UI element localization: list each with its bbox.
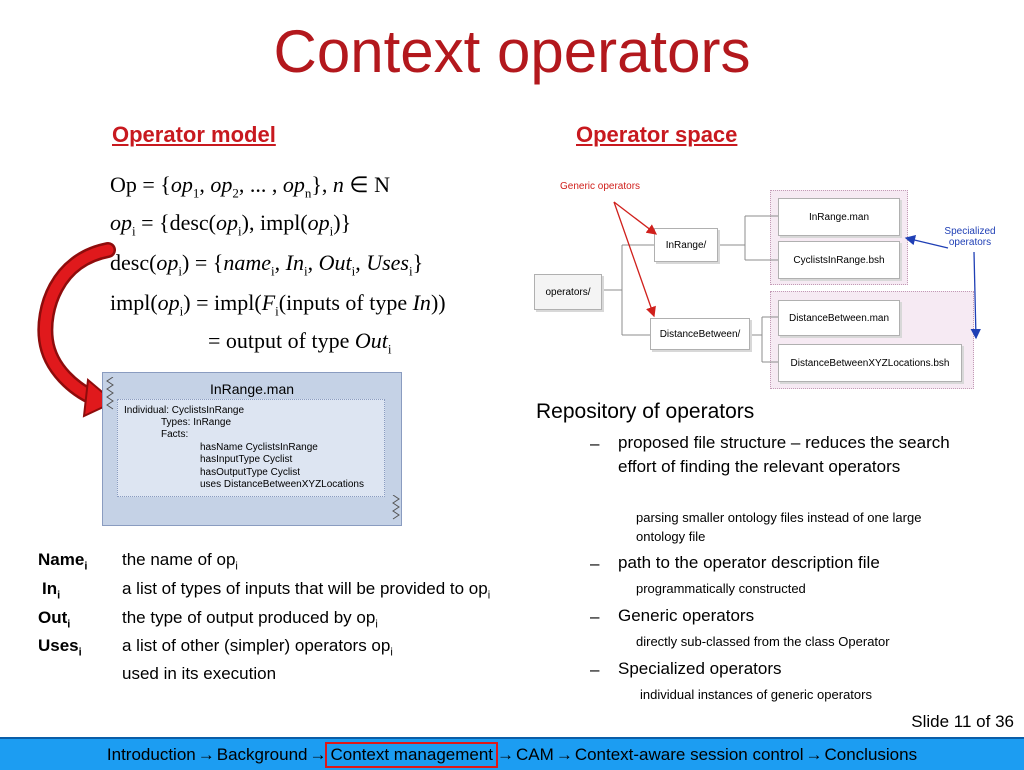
nav-item-introduction[interactable]: Introduction bbox=[106, 744, 196, 764]
operator-model-heading: Operator model bbox=[112, 122, 276, 147]
bullet-dash: – bbox=[590, 607, 600, 626]
def-term-uses: Uses$_i$ bbox=[38, 636, 82, 659]
generic-operators-label: Generic operators bbox=[560, 181, 641, 192]
equation-output: = output of type Out$_i$ bbox=[208, 328, 392, 357]
equation-desc: $desc(op_i)$ = {name$_i$, $In_i$, Out$_i$, Uses$_i$} bbox=[110, 250, 424, 279]
repository-item: Specialized operators bbox=[618, 659, 782, 678]
man-line: hasName CyclistsInRange bbox=[200, 442, 318, 453]
tree-node-cyclists-bsh[interactable]: CyclistsInRange.bsh bbox=[778, 241, 900, 279]
nav-item-background[interactable]: Background bbox=[216, 744, 308, 764]
specialized-operators-label: Specialized operators bbox=[944, 226, 996, 248]
repository-subitem: directly sub-classed from the class Operator bbox=[636, 634, 890, 649]
man-line: Facts: bbox=[161, 429, 189, 440]
man-file-title: InRange.man bbox=[209, 381, 295, 397]
def-desc-in: a list of types of inputs that will be provided to $op_i$ bbox=[122, 579, 491, 602]
nav-arrow: → bbox=[805, 744, 823, 764]
man-line: hasOutputType Cyclist bbox=[200, 467, 301, 478]
tree-node-inrange-man[interactable]: InRange.man bbox=[778, 198, 900, 236]
tree-node-distance-man[interactable]: DistanceBetween.man bbox=[778, 300, 900, 336]
nav-arrow: → bbox=[555, 744, 573, 764]
equation-op-i: $op_i$ = {$desc(op_i)$, $impl(op_i)$} bbox=[110, 210, 352, 239]
slide-number: Slide 11 of 36 bbox=[911, 712, 1014, 731]
tree-node-distancebetween[interactable]: DistanceBetween/ bbox=[650, 318, 750, 350]
bullet-dash: – bbox=[590, 434, 600, 453]
repository-heading: Repository of operators bbox=[536, 400, 755, 423]
def-desc-out: the type of output produced by $op_i$ bbox=[122, 608, 378, 631]
nav-item-context-management[interactable]: Context management bbox=[327, 744, 496, 766]
tree-node-inrange[interactable]: InRange/ bbox=[654, 228, 718, 262]
annotation-arrows bbox=[600, 190, 1020, 350]
nav-item-conclusions[interactable]: Conclusions bbox=[824, 744, 918, 764]
man-file-panel bbox=[102, 372, 402, 526]
torn-edge-icon bbox=[391, 495, 401, 523]
repository-item: path to the operator description file bbox=[618, 553, 880, 572]
nav-item-context-aware-session-control[interactable]: Context-aware session control bbox=[574, 744, 804, 764]
def-desc-uses: a list of other (simpler) operators $op_i$ bbox=[122, 636, 393, 659]
nav-arrow: → bbox=[197, 744, 215, 764]
bullet-dash: – bbox=[590, 554, 600, 573]
repository-subitem: parsing smaller ontology files instead of one large ontology file bbox=[636, 510, 922, 544]
man-file-content bbox=[117, 399, 385, 497]
def-desc-uses-cont: used in its execution bbox=[122, 664, 277, 683]
def-desc-name: the name of $op_i$ bbox=[122, 550, 238, 573]
man-line: Types: InRange bbox=[161, 417, 232, 428]
man-line: uses DistanceBetweenXYZLocations bbox=[200, 479, 364, 490]
operator-space-heading: Operator space bbox=[576, 122, 738, 147]
repository-subitem: individual instances of generic operators bbox=[640, 687, 872, 702]
torn-edge-icon bbox=[105, 377, 115, 413]
nav-arrow: → bbox=[309, 744, 327, 764]
nav-arrow: → bbox=[497, 744, 515, 764]
repository-item: proposed file structure – reduces the search effort of finding the relevant operators bbox=[618, 433, 950, 476]
def-term-out: Out$_i$ bbox=[38, 608, 71, 631]
slide-title: Context operators bbox=[273, 18, 751, 85]
man-line: hasInputType Cyclist bbox=[200, 454, 293, 465]
section-navbar bbox=[0, 737, 1024, 770]
bullet-dash: – bbox=[590, 660, 600, 679]
equation-op-set: $Op = \{op_1$, $op_2$, ... , $op_n$}, n ∈ N bbox=[110, 172, 390, 201]
nav-item-cam[interactable]: CAM bbox=[516, 744, 554, 764]
man-line: Individual: CyclistsInRange bbox=[124, 405, 245, 416]
def-term-name: Name$_i$ bbox=[38, 550, 88, 573]
tree-node-distance-xyz-bsh[interactable]: DistanceBetweenXYZLocations.bsh bbox=[778, 344, 962, 382]
equation-impl: $impl(op_i)$ = $impl(F_i(inputs$ of type In)) bbox=[110, 290, 446, 319]
repository-item: Generic operators bbox=[618, 606, 755, 625]
repository-subitem: programmatically constructed bbox=[636, 581, 806, 596]
tree-node-operators[interactable]: operators/ bbox=[534, 274, 602, 310]
def-term-in: $In_i$ bbox=[42, 579, 61, 602]
